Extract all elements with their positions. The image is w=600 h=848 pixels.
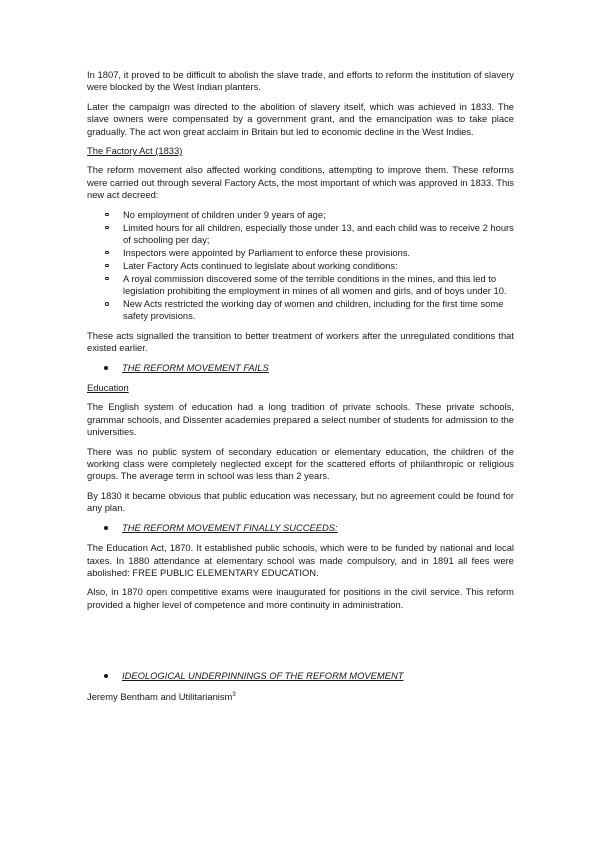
section-reform-succeeds: THE REFORM MOVEMENT FINALLY SUCCEEDS:	[87, 522, 514, 534]
footnote-reference[interactable]: 3	[232, 691, 236, 698]
factory-act-intro: The reform movement also affected working conditions, attempting to improve them. These reforms were carried out through several Factory Acts, the most important of which was approved in 1833. This new act decreed:	[87, 164, 514, 201]
bullet-dot-icon	[104, 526, 108, 530]
circle-bullet-icon	[105, 213, 109, 217]
spacer	[87, 618, 514, 670]
paragraph-slave-trade: In 1807, it proved to be difficult to abolish the slave trade, and efforts to reform the institution of slavery were blocked by the West Indian planters.	[87, 69, 514, 93]
factory-act-outro: These acts signalled the transition to better treatment of workers after the unregulated conditions that existed earlier.	[87, 329, 514, 354]
circle-bullet-icon	[105, 302, 109, 306]
factory-act-list	[87, 209, 514, 323]
factory-act-heading: The Factory Act (1833)	[87, 145, 183, 157]
bullet-dot-icon	[104, 366, 108, 370]
education-heading: Education	[87, 382, 129, 394]
paragraph-private-schools: The English system of education had a long tradition of private schools. These private schools, grammar schools, and Dissenter academies prepared a select number of students for admission to the universities.	[87, 401, 514, 438]
list-item: New Acts restricted the working day of women and children, including for the first time some safety provisions.	[87, 298, 514, 323]
section-ideological: IDEOLOGICAL UNDERPINNINGS OF THE REFORM MOVEMENT	[87, 670, 514, 682]
circle-bullet-icon	[105, 251, 109, 255]
list-item: A royal commission discovered some of the terrible conditions in the mines, and this led to legislation prohibiting the employment in mines of all women and girls, and of boys under 10.	[87, 273, 514, 298]
list-item: Limited hours for all children, especially those under 13, and each child was to receive 2 hours of schooling per day;	[87, 222, 514, 247]
circle-bullet-icon	[105, 277, 109, 281]
section-reform-fails: THE REFORM MOVEMENT FAILS	[87, 362, 514, 374]
paragraph-no-public-system: There was no public system of secondary education or elementary education, the children of the working class were completely neglected except for the scattered efforts of philanthropic or religious groups. The average term in school was less than 2 years.	[87, 445, 514, 482]
paragraph-civil-service: Also, in 1870 open competitive exams were inaugurated for positions in the civil service. This reform provided a higher level of competence and more continuity in administration.	[87, 586, 514, 610]
paragraph-1830: By 1830 it became obvious that public education was necessary, but no agreement could be found for any plan.	[87, 489, 514, 514]
bullet-dot-icon	[104, 674, 108, 678]
list-item: Later Factory Acts continued to legislate about working conditions:	[87, 260, 514, 272]
list-item: Inspectors were appointed by Parliament to enforce these provisions.	[87, 247, 514, 259]
circle-bullet-icon	[105, 264, 109, 268]
paragraph-abolition: Later the campaign was directed to the abolition of slavery itself, which was achieved in 1833. The slave owners were compensated by a government grant, and the emancipation was to take place gradually. The act won great acclaim in Britain but led to economic decline in the West Indies.	[87, 100, 514, 137]
paragraph-education-act: The Education Act, 1870. It established public schools, which were to be funded by national and local taxes. In 1880 attendance at elementary school was made compulsory, and in 1891 all fees were abolished: FREE PUBLIC ELEMENTARY EDUCATION.	[87, 542, 514, 578]
list-item: No employment of children under 9 years of age;	[87, 209, 514, 221]
bentham-heading: Jeremy Bentham and Utilitarianism$^3$	[87, 690, 236, 702]
circle-bullet-icon	[105, 226, 109, 230]
